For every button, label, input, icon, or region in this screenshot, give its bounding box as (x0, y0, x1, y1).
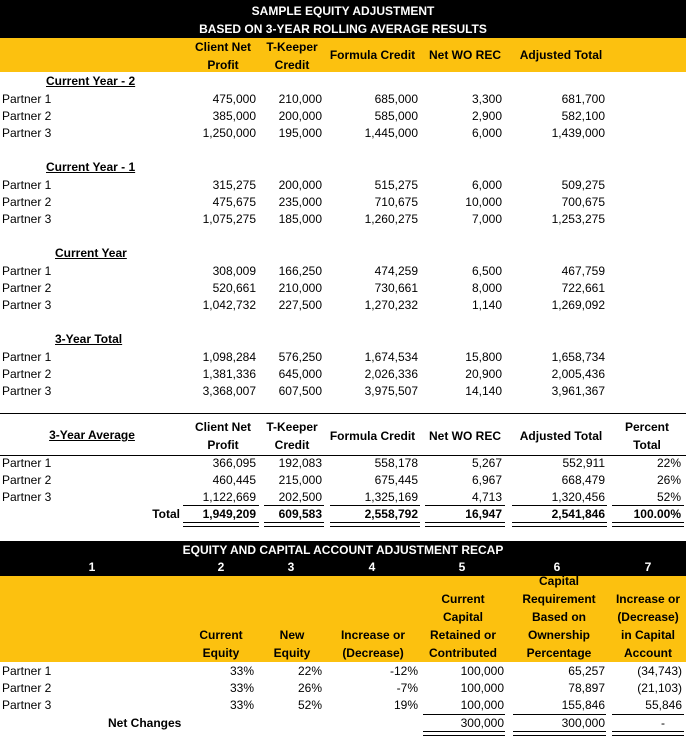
cell-client-net-profit: 475,675 (212, 195, 256, 209)
recap-col-number: 5 (458, 560, 466, 574)
cell-formula-credit: 3,975,507 (364, 384, 418, 398)
cell-formula-credit: 585,000 (374, 109, 418, 123)
avg-cell-tkeeper-credit: 215,000 (278, 473, 322, 487)
cell-client-net-profit: 1,098,284 (202, 350, 256, 364)
recap-col-header-increase-decrease: Increase or (Decrease) (340, 628, 406, 660)
cell-formula-credit: 515,275 (374, 178, 418, 192)
cell-adjusted-total: 1,439,000 (551, 126, 605, 140)
cell-formula-credit: 1,270,232 (364, 298, 418, 312)
cell-formula-credit: 474,259 (374, 264, 418, 278)
column-header-bar (0, 38, 686, 72)
recap-title-bar (0, 541, 686, 576)
avg-cell-adjusted-total: 1,320,456 (551, 490, 605, 504)
partner-label: Partner 3 (2, 298, 52, 312)
recap-col-header-capital-account-change: Increase or (Decrease) in Capital Account (615, 592, 681, 660)
section-title: Current Year - 1 (46, 160, 136, 174)
average-top-rule (0, 413, 686, 414)
total-formula-credit: 2,558,792 (364, 507, 418, 521)
recap-col-header-current-equity: Current Equity (199, 628, 243, 660)
recap-cell-capital-account-change: 55,846 (645, 698, 682, 712)
recap-cell-new-equity: 22% (297, 664, 322, 678)
partner-label: Partner 3 (2, 698, 52, 712)
cell-net-wo-rec: 10,000 (465, 195, 502, 209)
partner-label: Partner 2 (2, 109, 52, 123)
cell-client-net-profit: 308,009 (212, 264, 256, 278)
section-title: Current Year - 2 (46, 74, 136, 88)
partner-label: Partner 1 (2, 178, 52, 192)
avg-cell-net-wo-rec: 5,267 (471, 456, 502, 470)
avg-cell-formula-credit: 558,178 (374, 456, 418, 470)
avg-cell-percent-total: 26% (656, 473, 681, 487)
col-header-adjusted-total: Adjusted Total (519, 48, 603, 62)
page-title: SAMPLE EQUITY ADJUSTMENT (251, 4, 435, 18)
cell-client-net-profit: 315,275 (212, 178, 256, 192)
section-title: Current Year (55, 246, 127, 260)
recap-cell-increase-decrease: -7% (396, 681, 418, 695)
recap-cell-current-capital: 100,000 (460, 698, 504, 712)
recap-cell-capital-account-change: (34,743) (637, 664, 682, 678)
recap-cell-increase-decrease: -12% (389, 664, 418, 678)
avg-cell-tkeeper-credit: 192,083 (278, 456, 322, 470)
avg-cell-adjusted-total: 668,479 (561, 473, 605, 487)
cell-adjusted-total: 1,658,734 (551, 350, 605, 364)
recap-header-bar (0, 576, 686, 662)
recap-cell-new-equity: 26% (297, 681, 322, 695)
partner-label: Partner 3 (2, 126, 52, 140)
net-changes-value: - (661, 716, 665, 730)
avg-cell-client-net-profit: 460,445 (212, 473, 256, 487)
partner-label: Partner 1 (2, 264, 52, 278)
recap-col-number: 2 (217, 560, 225, 574)
cell-net-wo-rec: 1,140 (471, 298, 502, 312)
cell-adjusted-total: 2,005,436 (551, 367, 605, 381)
cell-adjusted-total: 681,700 (561, 92, 605, 106)
avg-cell-client-net-profit: 366,095 (212, 456, 256, 470)
cell-client-net-profit: 385,000 (212, 109, 256, 123)
cell-adjusted-total: 3,961,367 (551, 384, 605, 398)
recap-col-number: 6 (553, 560, 561, 574)
cell-net-wo-rec: 2,900 (471, 109, 502, 123)
cell-formula-credit: 1,674,534 (364, 350, 418, 364)
avg-cell-adjusted-total: 552,911 (562, 456, 605, 470)
cell-formula-credit: 730,661 (374, 281, 418, 295)
cell-client-net-profit: 1,075,275 (202, 212, 256, 226)
recap-col-header-capital-requirement: Capital Requirement Based on Ownership Percentage (522, 574, 596, 660)
col-header-formula-credit: Formula Credit (329, 48, 416, 62)
cell-tkeeper-credit: 235,000 (278, 195, 322, 209)
partner-label: Partner 1 (2, 92, 52, 106)
recap-col-header-current-capital: Current Capital Retained or Contributed (429, 592, 497, 660)
partner-label: Partner 2 (2, 681, 52, 695)
avg-col-header-tkeeper-credit: T-Keeper Credit (266, 420, 318, 452)
recap-col-header-new-equity: New Equity (273, 628, 311, 660)
partner-label: Partner 2 (2, 195, 52, 209)
avg-cell-percent-total: 22% (656, 456, 681, 470)
recap-cell-capital-account-change: (21,103) (637, 681, 682, 695)
cell-tkeeper-credit: 210,000 (278, 92, 322, 106)
cell-net-wo-rec: 6,000 (471, 178, 502, 192)
avg-col-header-net-wo-rec: Net WO REC (429, 429, 501, 443)
recap-col-number: 3 (287, 560, 295, 574)
cell-tkeeper-credit: 166,250 (278, 264, 322, 278)
cell-tkeeper-credit: 185,000 (278, 212, 322, 226)
page-subtitle: BASED ON 3-YEAR ROLLING AVERAGE RESULTS (199, 22, 487, 36)
recap-col-number: 4 (368, 560, 376, 574)
cell-net-wo-rec: 6,000 (471, 126, 502, 140)
cell-net-wo-rec: 20,900 (465, 367, 502, 381)
cell-client-net-profit: 520,661 (212, 281, 256, 295)
recap-cell-current-equity: 33% (229, 681, 254, 695)
total-client-net-profit: 1,949,209 (202, 507, 256, 521)
cell-tkeeper-credit: 210,000 (278, 281, 322, 295)
avg-col-header-formula-credit: Formula Credit (329, 429, 416, 443)
title-bar (0, 0, 686, 38)
recap-cell-increase-decrease: 19% (393, 698, 418, 712)
recap-cell-capital-requirement: 65,257 (568, 664, 605, 678)
recap-cell-current-equity: 33% (229, 664, 254, 678)
section-title: 3-Year Total (55, 332, 123, 346)
cell-net-wo-rec: 8,000 (471, 281, 502, 295)
cell-net-wo-rec: 15,800 (465, 350, 502, 364)
cell-client-net-profit: 1,250,000 (202, 126, 256, 140)
cell-formula-credit: 710,675 (374, 195, 418, 209)
cell-client-net-profit: 3,368,007 (202, 384, 256, 398)
partner-label: Partner 1 (2, 664, 52, 678)
cell-adjusted-total: 1,269,092 (551, 298, 605, 312)
cell-tkeeper-credit: 227,500 (278, 298, 322, 312)
cell-adjusted-total: 1,253,275 (551, 212, 605, 226)
cell-tkeeper-credit: 200,000 (278, 178, 322, 192)
recap-cell-capital-requirement: 155,846 (561, 698, 605, 712)
avg-cell-net-wo-rec: 6,967 (471, 473, 502, 487)
col-header-client-net-profit: Client Net Profit (194, 40, 251, 72)
partner-label: Partner 1 (2, 456, 52, 470)
cell-tkeeper-credit: 607,500 (278, 384, 322, 398)
cell-client-net-profit: 475,000 (212, 92, 256, 106)
cell-net-wo-rec: 6,500 (471, 264, 502, 278)
net-changes-value: 300,000 (561, 716, 605, 730)
cell-adjusted-total: 467,759 (561, 264, 605, 278)
recap-cell-new-equity: 52% (297, 698, 322, 712)
cell-tkeeper-credit: 200,000 (278, 109, 322, 123)
avg-cell-client-net-profit: 1,122,669 (202, 490, 256, 504)
col-header-tkeeper-credit: T-Keeper Credit (266, 40, 318, 72)
cell-net-wo-rec: 7,000 (471, 212, 502, 226)
partner-label: Partner 2 (2, 473, 52, 487)
cell-formula-credit: 1,260,275 (364, 212, 418, 226)
total-tkeeper-credit: 609,583 (278, 507, 322, 521)
cell-net-wo-rec: 3,300 (471, 92, 502, 106)
cell-client-net-profit: 1,381,336 (202, 367, 256, 381)
total-adjusted-total: 2,541,846 (551, 507, 605, 521)
avg-col-header-percent-total: Percent Total (624, 420, 670, 452)
partner-label: Partner 3 (2, 490, 52, 504)
avg-col-header-adjusted-total: Adjusted Total (519, 429, 603, 443)
avg-cell-formula-credit: 675,445 (374, 473, 418, 487)
partner-label: Partner 3 (2, 384, 52, 398)
avg-cell-formula-credit: 1,325,169 (364, 490, 418, 504)
partner-label: Partner 1 (2, 350, 52, 364)
avg-cell-net-wo-rec: 4,713 (471, 490, 502, 504)
total-label: Total (152, 507, 180, 521)
cell-adjusted-total: 509,275 (561, 178, 605, 192)
cell-adjusted-total: 582,100 (561, 109, 605, 123)
partner-label: Partner 2 (2, 367, 52, 381)
avg-cell-tkeeper-credit: 202,500 (278, 490, 322, 504)
total-percent-total: 100.00% (633, 507, 681, 521)
cell-adjusted-total: 700,675 (561, 195, 605, 209)
cell-tkeeper-credit: 576,250 (278, 350, 322, 364)
recap-cell-current-capital: 100,000 (460, 664, 504, 678)
cell-formula-credit: 685,000 (374, 92, 418, 106)
recap-col-number: 1 (88, 560, 96, 574)
cell-tkeeper-credit: 195,000 (278, 126, 322, 140)
net-changes-label: Net Changes (108, 716, 182, 730)
recap-cell-current-capital: 100,000 (460, 681, 504, 695)
cell-net-wo-rec: 14,140 (465, 384, 502, 398)
cell-formula-credit: 2,026,336 (364, 367, 418, 381)
cell-tkeeper-credit: 645,000 (278, 367, 322, 381)
partner-label: Partner 3 (2, 212, 52, 226)
recap-cell-current-equity: 33% (229, 698, 254, 712)
average-section-title: 3-Year Average (49, 428, 135, 442)
recap-col-number: 7 (644, 560, 652, 574)
avg-col-header-client-net-profit: Client Net Profit (194, 420, 251, 452)
total-net-wo-rec: 16,947 (465, 507, 502, 521)
cell-formula-credit: 1,445,000 (364, 126, 418, 140)
col-header-net-wo-rec: Net WO REC (429, 48, 501, 62)
net-changes-value: 300,000 (460, 716, 504, 730)
partner-label: Partner 2 (2, 281, 52, 295)
cell-client-net-profit: 1,042,732 (202, 298, 256, 312)
avg-cell-percent-total: 52% (656, 490, 681, 504)
cell-adjusted-total: 722,661 (561, 281, 605, 295)
recap-title: EQUITY AND CAPITAL ACCOUNT ADJUSTMENT RECAP (182, 543, 504, 557)
recap-cell-capital-requirement: 78,897 (568, 681, 605, 695)
